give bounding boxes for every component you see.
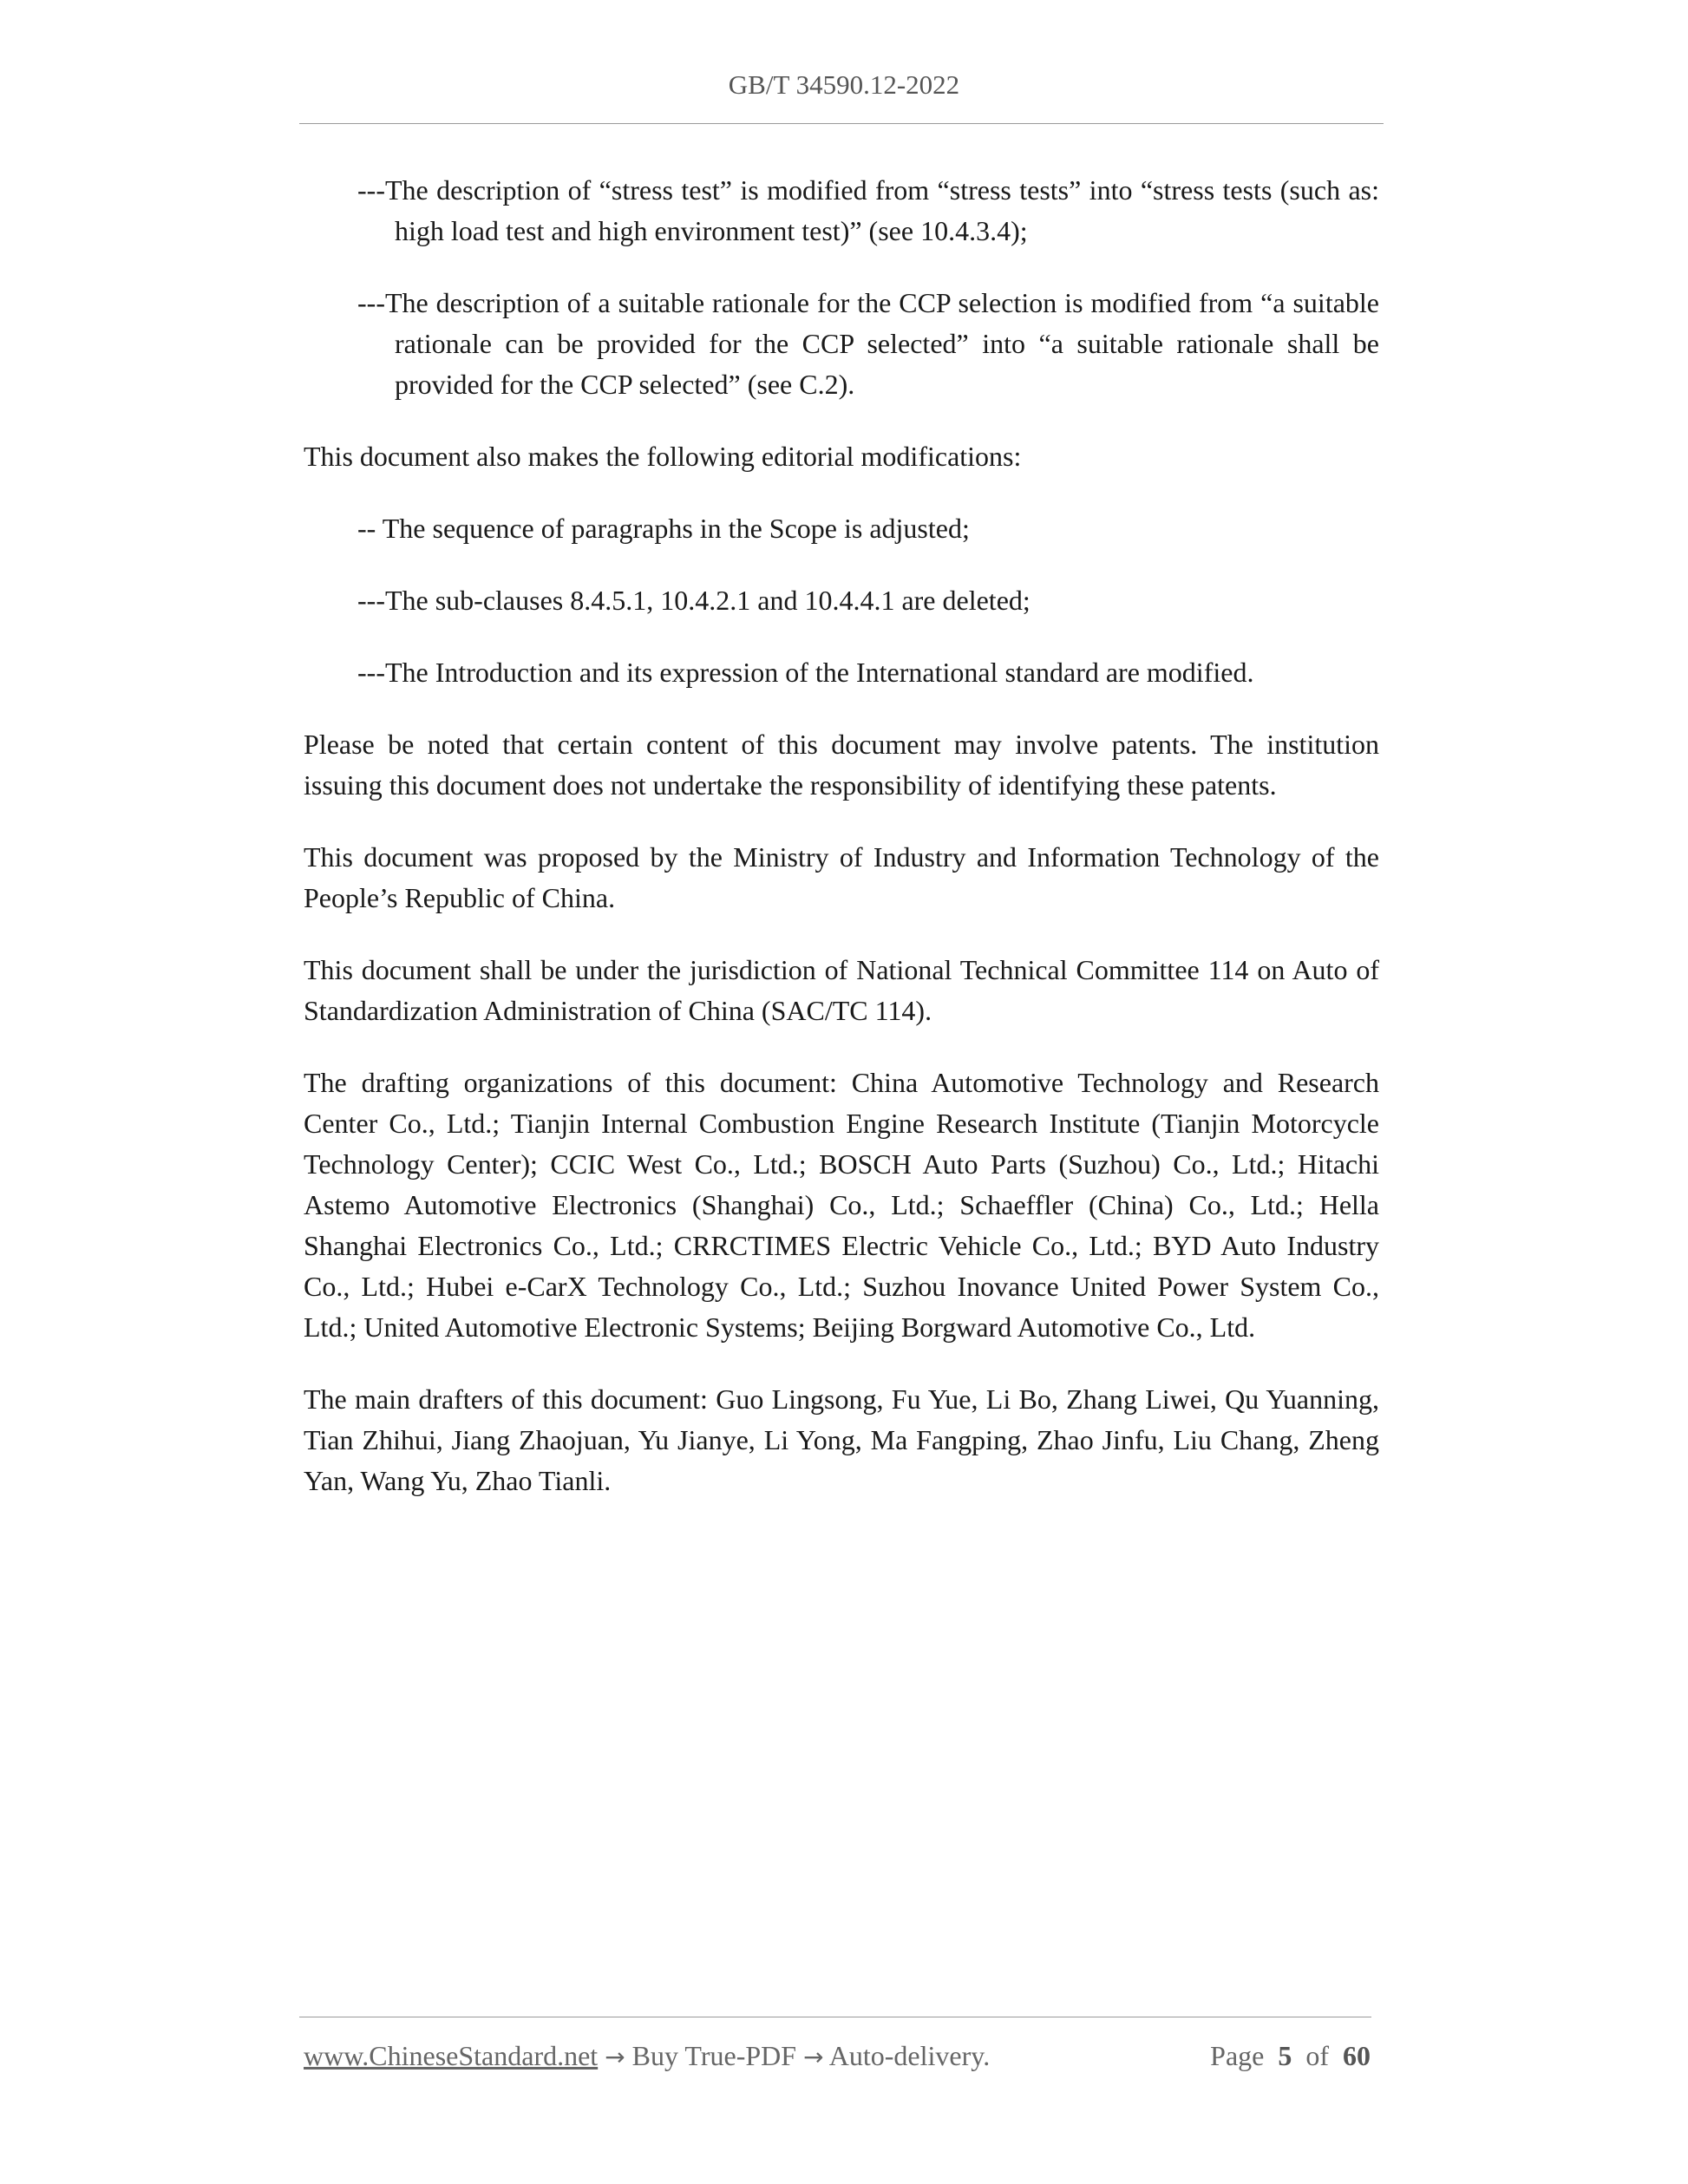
page-current: 5: [1278, 2040, 1292, 2071]
auto-delivery-text: Auto-delivery.: [828, 2040, 991, 2071]
editorial-modifications-intro: This document also makes the following editorial modifications:: [304, 441, 1022, 472]
editorial-item-introduction: ---The Introduction and its expression of the International standard are modified.: [357, 657, 1254, 688]
arrow-right-icon: →: [605, 2043, 625, 2071]
modification-item-stress-test: ---The description of “stress test” is modified from “stress tests” into “stress tests (such as: high load test and high environment test)” (see 10.4.3.4);: [357, 174, 1379, 246]
chinesestandard-link[interactable]: www.ChineseStandard.net: [304, 2040, 599, 2071]
modification-item-rationale: ---The description of a suitable rationale for the CCP selection is modified from “a suitable rationale can be provided for the CCP selected” into “a suitable rationale shall be provided for the CCP selected” (see C.2).: [357, 287, 1379, 400]
patents-paragraph: Please be noted that certain content of this document may involve patents. The institution issuing this document does not undertake the responsibility of identifying these patents.: [304, 729, 1379, 801]
jurisdiction-paragraph: This document shall be under the jurisdiction of National Technical Committee 114 on Auto of Standardization Administration of China (SAC/TC 114).: [304, 954, 1379, 1026]
page-number: [1210, 2037, 1371, 2075]
proposed-by-paragraph: This document was proposed by the Ministry of Industry and Information Technology of the People’s Republic of China.: [304, 841, 1379, 913]
header-divider: [299, 123, 1384, 124]
editorial-item-subclauses: ---The sub-clauses 8.4.5.1, 10.4.2.1 and 10.4.4.1 are deleted;: [357, 585, 1030, 616]
document-header-title: GB/T 34590.12-2022: [728, 69, 960, 100]
page-total: 60: [1343, 2040, 1371, 2071]
page-of-label: of: [1305, 2040, 1329, 2071]
arrow-right-icon: →: [803, 2043, 824, 2071]
page-label: Page: [1210, 2040, 1265, 2071]
buy-true-pdf-text: Buy True-PDF: [631, 2040, 797, 2071]
editorial-item-scope: -- The sequence of paragraphs in the Scope is adjusted;: [357, 513, 970, 544]
document-body: [304, 170, 1379, 1533]
footer-promo: [304, 2037, 990, 2076]
main-drafters-paragraph: The main drafters of this document: Guo Lingsong, Fu Yue, Li Bo, Zhang Liwei, Qu Yuanning, Tian Zhihui, Jiang Zhaojuan, Yu Jianye, Li Yong, Ma Fangping, Zhao Jinfu, Liu Chang, Zheng Yan, Wang Yu, Zhao Tianli.: [304, 1383, 1379, 1496]
drafting-organizations-paragraph: The drafting organizations of this document: China Automotive Technology and Research Center Co., Ltd.; Tianjin Internal Combustion Engine Research Institute (Tianjin Motorcycle Technology Center); CCIC West Co., Ltd.; BOSCH Auto Parts (Suzhou) Co., Ltd.; Hitachi Astemo Automotive Electronics (Shanghai) Co., Ltd.; Schaeffler (China) Co., Ltd.; Hella Shanghai Electronics Co., Ltd.; CRRCTIMES Electric Vehicle Co., Ltd.; BYD Auto Industry Co., Ltd.; Hubei e-CarX Technology Co., Ltd.; Suzhou Inovance United Power System Co., Ltd.; United Automotive Electronic Systems; Beijing Borgward Automotive Co., Ltd.: [304, 1067, 1379, 1343]
